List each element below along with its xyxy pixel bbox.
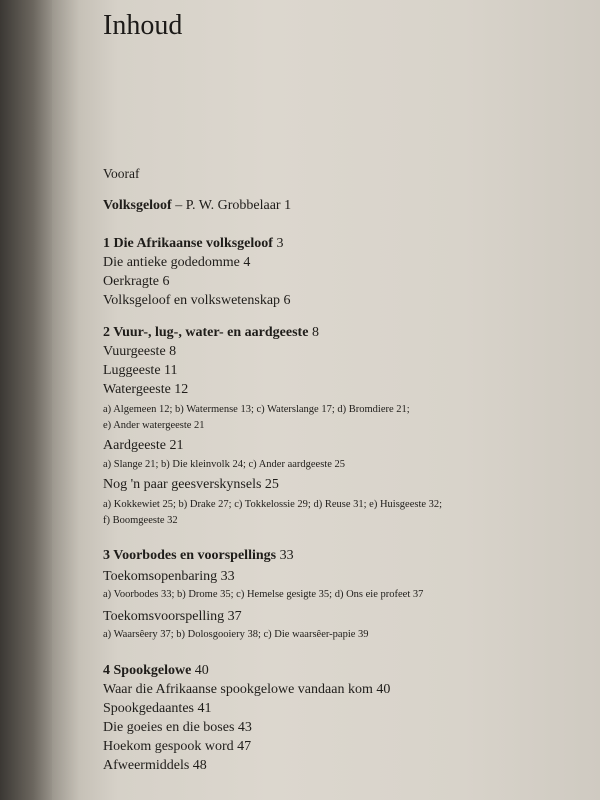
- toc-chapter-2: [103, 325, 319, 341]
- chapter-4-title: 4 Spookgelowe: [103, 663, 192, 678]
- toc-subentries: f) Boomgeeste 32: [103, 515, 178, 526]
- toc-entry: Volksgeloof en volkswetenskap 6: [103, 293, 291, 308]
- chapter-2-page: 8: [308, 325, 319, 340]
- chapter-3-page: 33: [276, 548, 294, 563]
- toc-subentries: a) Kokkewiet 25; b) Drake 27; c) Tokkelossie 29; d) Reuse 31; e) Huisgeeste 32;: [103, 499, 443, 510]
- toc-entry: Hoekom gespook word 47: [103, 739, 252, 754]
- chapter-4-page: 40: [191, 663, 209, 678]
- toc-entry: Afweermiddels 48: [103, 758, 207, 773]
- toc-entry: Waar die Afrikaanse spookgelowe vandaan kom 40: [103, 682, 391, 697]
- toc-chapter-1: [103, 236, 283, 252]
- toc-subentries: a) Voorbodes 33; b) Drome 35; c) Hemelse gesigte 35; d) Ons eie profeet 37: [103, 589, 424, 600]
- toc-entry: Vuurgeeste 8: [103, 344, 177, 359]
- toc-entry: Toekomsopenbaring 33: [103, 569, 235, 584]
- page-title: Inhoud: [103, 10, 183, 41]
- book-page: [52, 0, 600, 800]
- toc-entry: Toekomsvoorspelling 37: [103, 609, 242, 624]
- toc-entry: Aardgeeste 21: [103, 438, 184, 453]
- toc-entry: Die goeies en die boses 43: [103, 720, 252, 735]
- toc-entry: Spookgedaantes 41: [103, 701, 212, 716]
- toc-entry: Watergeeste 12: [103, 382, 189, 397]
- toc-vooraf: Vooraf: [103, 166, 140, 181]
- toc-subentries: a) Algemeen 12; b) Watermense 13; c) Waterslange 17; d) Bromdiere 21;: [103, 404, 410, 415]
- toc-subentries: a) Slange 21; b) Die kleinvolk 24; c) Ander aardgeeste 25: [103, 459, 346, 470]
- book-spine-shadow: [0, 0, 60, 800]
- toc-volksgeloof-title: Volksgeloof: [103, 198, 172, 213]
- toc-subentries: a) Waarsêery 37; b) Dolosgooiery 38; c) Die waarsêer-papie 39: [103, 629, 369, 640]
- toc-chapter-3: [103, 548, 294, 564]
- chapter-2-title: 2 Vuur-, lug-, water- en aardgeeste: [103, 325, 309, 340]
- chapter-3-title: 3 Voorbodes en voorspellings: [103, 548, 277, 563]
- toc-entry: Luggeeste 11: [103, 363, 178, 378]
- toc-volksgeloof-author: – P. W. Grobbelaar 1: [171, 198, 292, 213]
- toc-entry: Die antieke godedomme 4: [103, 255, 251, 270]
- toc-chapter-4: [103, 663, 209, 679]
- toc-volksgeloof: [103, 198, 291, 214]
- chapter-1-page: 3: [272, 236, 284, 251]
- toc-entry: Oerkragte 6: [103, 274, 170, 289]
- chapter-1-title: 1 Die Afrikaanse volksgeloof: [103, 236, 273, 251]
- toc-subentries: e) Ander watergeeste 21: [103, 420, 205, 431]
- toc-entry: Nog 'n paar geesverskynsels 25: [103, 477, 279, 492]
